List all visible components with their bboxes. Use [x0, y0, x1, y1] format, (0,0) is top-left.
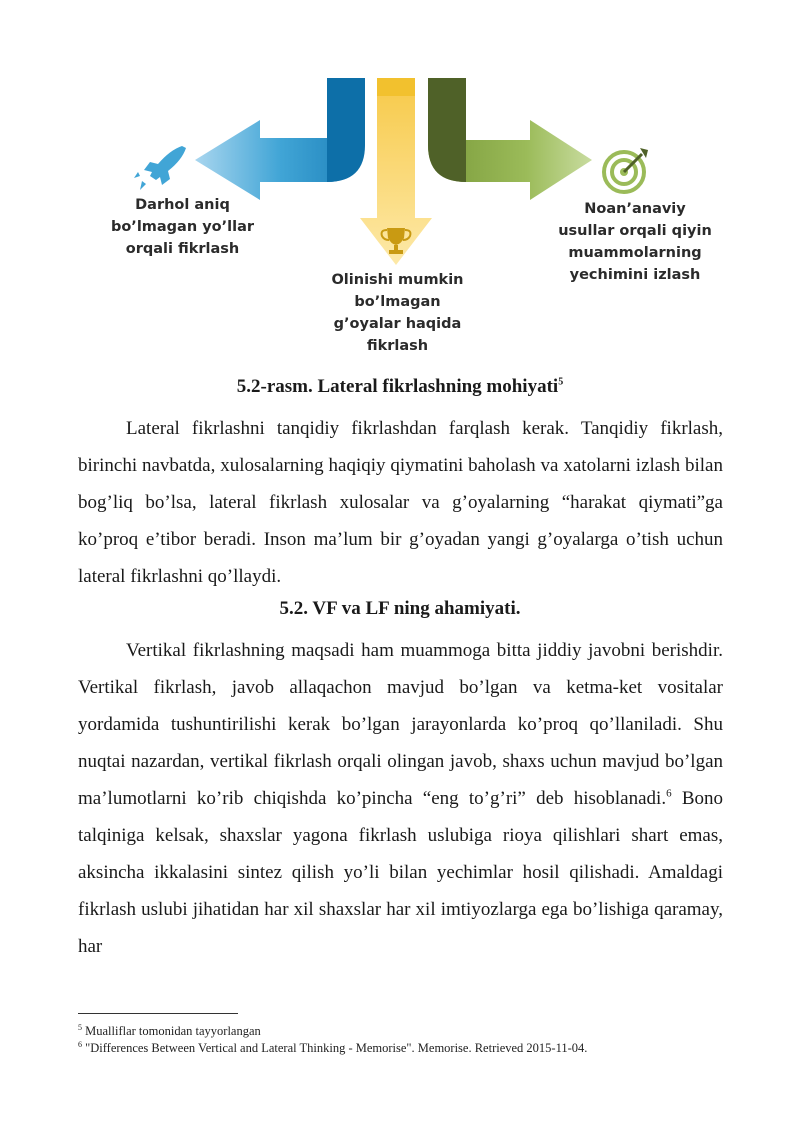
footnote-ref: 5 — [558, 376, 564, 388]
center-label-line: g’oyalar haqida — [333, 316, 462, 332]
paragraph-text: Bono talqiniga kelsak, shaxslar yagona fikrlash uslubiga rioya qilishlari shart emas, aksincha ikkalasini sintez qilish yo’li bilan yechimlar hosil qilishadi. Amaldagi fikrlash uslubi jihatidan har xil shaxslar har xil imtiyozlarga ega bo’lishiga qaramay, har — [78, 788, 723, 957]
paragraph-lateral-vs-critical — [78, 410, 723, 595]
figure-caption-text: 5.2-rasm. Lateral fikrlashning mohiyati — [236, 376, 559, 397]
center-label-line: Olinishi mumkin — [331, 272, 464, 288]
target-icon — [604, 148, 648, 192]
left-label — [95, 194, 270, 260]
left-label-line: orqali fikrlash — [125, 241, 240, 257]
right-label-line: Noan’anaviy — [584, 201, 686, 217]
left-label-line: Darhol aniq — [135, 197, 230, 213]
center-label-line: bo’lmagan — [354, 294, 441, 310]
footnote-number: 6 — [78, 1040, 82, 1049]
lateral-thinking-figure — [0, 0, 800, 370]
footnote-divider — [78, 1013, 238, 1014]
right-label-line: muammolarning — [568, 245, 702, 261]
footnote-ref: 6 — [666, 787, 672, 800]
footnote-text: "Differences Between Vertical and Lateral Thinking - Memorise". Memorise. Retrieved 2015-11-04. — [85, 1041, 588, 1056]
paragraph-text: Vertikal fikrlashning maqsadi ham muammoga bitta jiddiy javobni berishdir. Vertikal fikrlash, javob allaqachon mavjud bo’lgan va ketma-ket vositalar yordamida tushuntirilishi kerak bo’lgan jarayonlarda ko’proq qo’llaniladi. Shu nuqtai nazardan, vertikal fikrlash orqali olingan javob, shaxs uchun mavjud bo’lgan ma’lumotlarni ko’rib chiqishda ko’pincha “eng to’g’ri” deb hisoblanadi. — [78, 640, 723, 809]
paragraph-text: Lateral fikrlashni tanqidiy fikrlashdan farqlash kerak. Tanqidiy fikrlash, birinchi navbatda, xulosalarning haqiqiy qiymatini baholash va xatolarni izlash bilan bog’liq bo’lsa, lateral fikrlash xulosalar va g’oyalarning “harakat qiymati”ga ko’proq e’tibor beradi. Inson ma’lum bir g’oyadan yangi g’oyalarga o’tish uchun lateral fikrlashni qo’llaydi. — [78, 418, 723, 587]
right-label-line: usullar orqali qiyin — [558, 223, 712, 239]
left-label-line: bo’lmagan yo’llar — [110, 219, 255, 235]
green-arrow — [428, 78, 592, 200]
section-heading: 5.2. VF va LF ning ahamiyati. — [279, 598, 521, 619]
footnote-6 — [78, 1037, 587, 1056]
center-label — [315, 269, 480, 357]
footnote-text: Mualliflar tomonidan tayyorlangan — [85, 1024, 261, 1039]
rocket-icon — [134, 146, 186, 190]
right-label-line: yechimini izlash — [569, 267, 701, 283]
footnote-number: 5 — [78, 1023, 82, 1032]
center-label-line: fikrlash — [366, 338, 429, 354]
figure-caption — [0, 376, 800, 398]
paragraph-vertical-thinking — [78, 632, 723, 965]
blue-arrow — [195, 78, 365, 200]
right-label — [540, 198, 730, 286]
